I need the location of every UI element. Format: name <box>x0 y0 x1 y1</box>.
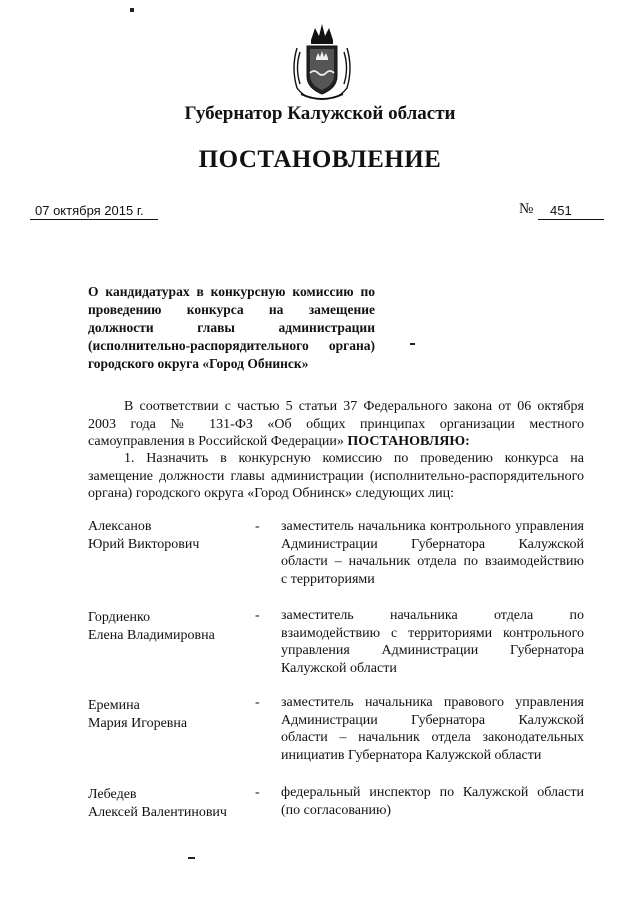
position-line: федеральный инспектор по Калужской области <box>281 785 584 800</box>
member-given-name: Елена Владимировна <box>88 627 215 643</box>
member-given-name: Алексей Валентинович <box>88 804 227 820</box>
position-line: области – начальник отдела законодательных <box>281 730 584 745</box>
position-line: области – начальник отдела по взаимодействию <box>281 554 584 569</box>
member-dash: - <box>255 695 260 710</box>
number-underline <box>538 219 604 220</box>
scan-speck <box>410 343 415 345</box>
title-line: должности главы администрации <box>88 320 375 335</box>
member-position <box>281 518 584 588</box>
position-line: управления Администрации Губернатора <box>281 643 584 658</box>
position-line: Администрации Губернатора Калужской <box>281 712 584 728</box>
position-line: заместитель начальника правового управления <box>281 695 584 710</box>
member-name <box>88 697 258 732</box>
member-position <box>281 784 584 819</box>
member-given-name: Юрий Викторович <box>88 536 200 552</box>
title-line: проведению конкурса на замещение <box>88 302 375 317</box>
member-dash: - <box>255 785 260 800</box>
title-line: городского округа «Город Обнинск» <box>88 356 309 371</box>
scan-speck <box>188 857 195 859</box>
position-line: Администрации Губернатора Калужской <box>281 536 584 552</box>
member-surname: Алексанов <box>88 519 152 534</box>
date-underline <box>30 219 158 220</box>
position-line: с территориями <box>281 571 375 587</box>
position-line: взаимодействию с территориями контрольного <box>281 625 584 641</box>
coat-of-arms-emblem <box>289 18 355 102</box>
member-name <box>88 518 258 553</box>
member-given-name: Мария Игоревна <box>88 715 188 731</box>
member-name <box>88 609 258 644</box>
document-type-heading: ПОСТАНОВЛЕНИЕ <box>198 146 442 173</box>
number-label: № <box>519 201 534 217</box>
position-line: заместитель начальника контрольного управления <box>281 519 584 534</box>
member-dash: - <box>255 519 260 534</box>
position-line: инициатив Губернатора Калужской области <box>281 747 542 763</box>
member-surname: Еремина <box>88 698 140 713</box>
scan-speck <box>130 8 134 12</box>
member-surname: Лебедев <box>88 787 137 802</box>
position-line: Калужской области <box>281 660 397 676</box>
member-surname: Гордиенко <box>88 610 151 625</box>
member-name <box>88 786 258 821</box>
decree-word: ПОСТАНОВЛЯЮ: <box>347 434 470 449</box>
document-date: 07 октября 2015 г. <box>35 203 144 218</box>
member-position <box>281 694 584 764</box>
document-number: 451 <box>550 203 572 218</box>
preamble-text: В соответствии с частью 5 статьи 37 Федерального закона от 06 октября 2003 года № 131-ФЗ «Об общих принципах организации местного самоуправления в Российской Федерации» <box>88 399 584 449</box>
preamble-paragraph <box>88 398 584 451</box>
title-line: (исполнительно-распорядительного органа) <box>88 338 375 353</box>
member-dash: - <box>255 608 260 623</box>
document-title <box>88 283 375 373</box>
issuing-authority: Губернатор Калужской области <box>184 103 456 124</box>
member-position <box>281 607 584 677</box>
item-1-paragraph: 1. Назначить в конкурсную комиссию по проведению конкурса на замещение должности главы администрации (исполнительно-распорядительного органа) городского округа «Город Обнинск» следующих лиц: <box>88 451 584 501</box>
position-line: заместитель начальника отдела по <box>281 608 584 623</box>
title-line: О кандидатурах в конкурсную комиссию по <box>88 284 375 299</box>
position-line: (по согласованию) <box>281 802 392 818</box>
